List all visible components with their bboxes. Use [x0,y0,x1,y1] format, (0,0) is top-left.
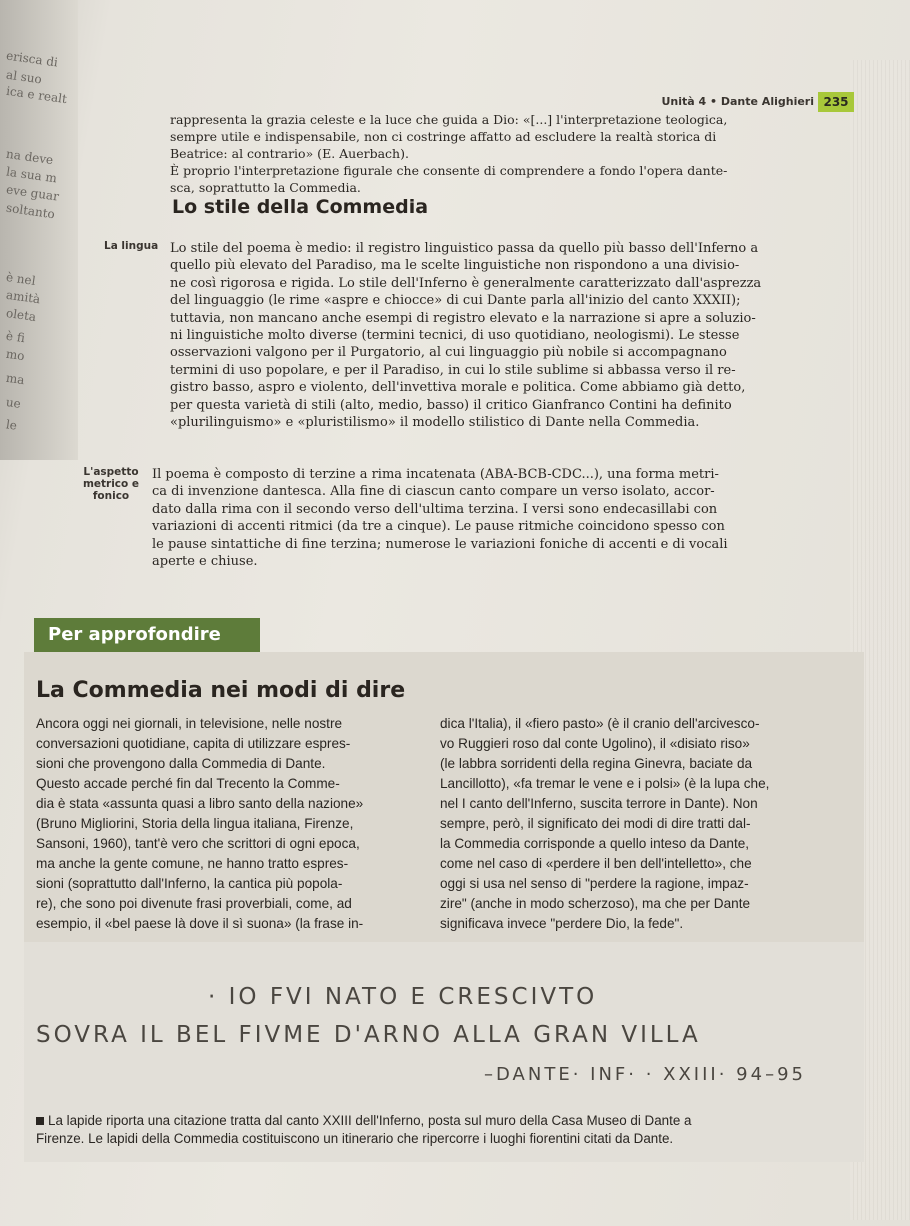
square-bullet-icon [36,1117,44,1125]
box-line: zire" (anche in modo scherzoso), ma che per Dante [440,896,751,911]
box-left-column [36,714,428,934]
margin-label-lingua: La lingua [104,240,159,252]
caption-line: Firenze. Le lapidi della Commedia costituiscono un itinerario che ripercorre i luoghi fiorentini citati da Dante. [36,1131,674,1146]
box-title: La Commedia nei modi di dire [36,678,406,703]
body-line: per questa varietà di stili (alto, medio, basso) il critico Gianfranco Contini ha definito [170,397,732,413]
box-line: vo Ruggieri roso dal conte Ugolino), il «disiato riso» [440,736,750,751]
box-line: oggi si usa nel senso di "perdere la ragione, impaz- [440,876,749,891]
edge-fragment: ica e realt [5,83,68,107]
edge-fragment: na deve [5,146,55,168]
plaque-line: –DANTE· INF· · XXIII· 94–95 [484,1064,806,1085]
box-line: sempre, però, il significato dei modi di dire tratti dal- [440,816,751,831]
body-line: termini di uso popolare, e per il Paradiso, in cui lo stile sublime si abbassa verso il re- [170,362,736,378]
box-label: Per approfondire [34,618,260,652]
previous-page-edge [0,0,78,460]
body-line: variazioni di accenti ritmici (da tre a cinque). Le pause ritmiche coincidono spesso con [152,519,725,535]
metrico-paragraph [152,466,822,570]
box-line: ma anche la gente comune, ne hanno tratto espres- [36,856,349,871]
body-line: ni linguistiche molto diverse (termini tecnici, di uso quotidiano, neologismi). Le stesse [170,328,740,344]
margin-label-line: metrico e [82,478,140,490]
plaque-line: SOVRA IL BEL FIVME D'ARNO ALLA GRAN VILLA [36,1022,701,1048]
box-line: (Bruno Migliorini, Storia della lingua italiana, Firenze, [36,816,354,831]
box-right-column [440,714,840,934]
box-line: sioni che provengono dalla Commedia di Dante. [36,756,326,771]
running-header: Unità 4 • Dante Alighieri [661,95,814,108]
margin-label-line: L'aspetto [83,466,139,478]
box-line: (le labbra sorridenti della regina Ginevra, baciate da [440,756,753,771]
edge-fragment: ma [5,370,26,388]
body-line: Il poema è composto di terzine a rima incatenata (ABA-BCB-CDC...), una forma metri- [152,467,719,482]
edge-fragment: la sua m [5,164,58,186]
box-line: dia è stata «assunta quasi a libro santo della nazione» [36,796,364,811]
intro-line: rappresenta la grazia celeste e la luce che guida a Dio: «[...] l'interpretazione teologica, [170,112,728,127]
box-line: come nel caso di «perdere il ben dell'intelletto», che [440,856,752,871]
edge-fragment: oleta [5,305,37,325]
box-line: re), che sono poi divenute frasi proverbiali, come, ad [36,896,352,911]
edge-fragment: ue [5,395,22,411]
edge-fragment: soltanto [5,200,56,222]
body-line: del linguaggio (le rime «aspre e chiocce» di cui Dante parla all'inizio del canto XXXII); [170,293,741,309]
box-line: Lancillotto), «fa tremar le vene e i polsi» (è la lupa che, [440,776,770,791]
margin-label-line: fonico [92,490,130,502]
intro-line: sempre utile e indispensabile, non ci costringe affatto ad escludere la realtà storica di [170,129,717,144]
intro-line: Beatrice: al contrario» (E. Auerbach). [170,146,409,161]
body-line: Lo stile del poema è medio: il registro linguistico passa da quello più basso dell'Inferno a [170,241,759,256]
body-line: quello più elevato del Paradiso, ma le scelte linguistiche non rispondono a una divisio- [170,258,740,274]
body-line: osservazioni valgono per il Purgatorio, al cui linguaggio più nobile si accompagnano [170,345,727,361]
section-heading: Lo stile della Commedia [172,196,429,218]
body-line: gistro basso, aspro e violento, dell'invettiva morale e politica. Come abbiamo già detto, [170,380,746,396]
edge-fragment: le [5,417,18,433]
box-line: dica l'Italia), il «fiero pasto» (è il cranio dell'arcivesco- [440,716,760,731]
plaque-line: · IO FVI NATO E CRESCIVTO [208,984,598,1010]
box-line: Questo accade perché fin dal Trecento la Comme- [36,776,340,791]
edge-fragment: erisca di [5,48,59,70]
box-line: la Commedia corrisponde a quello inteso da Dante, [440,836,750,851]
lingua-paragraph [170,240,810,431]
body-line: aperte e chiuse. [152,554,258,570]
page-number: 235 [818,92,854,112]
box-line: Sansoni, 1960), tant'è vero che scrittori di ogni epoca, [36,836,360,851]
body-line: tuttavia, non mancano anche esempi di registro elevato e la narrazione si apre a soluzio- [170,310,756,326]
box-line: Ancora oggi nei giornali, in televisione, nelle nostre [36,716,343,731]
edge-fragment: è fi [5,328,26,346]
box-line: significava invece "perdere Dio, la fede". [440,916,684,931]
box-line: esempio, il «bel paese là dove il sì suona» (la frase in- [36,916,364,931]
body-line: ne così rigorosa e rigida. Lo stile dell'Inferno è generalmente caratterizzato dall'asprezza [170,275,762,291]
edge-fragment: amità [5,287,42,307]
intro-line: È proprio l'interpretazione figurale che consente di comprendere a fondo l'opera dante- [170,163,728,178]
edge-fragment: mo [5,346,26,364]
box-line: conversazioni quotidiane, capita di utilizzare espres- [36,736,351,751]
body-line: dato dalla rima con il secondo verso dell'ultima terzina. I versi sono endecasillabi con [152,501,718,517]
intro-line: sca, soprattutto la Commedia. [170,180,361,195]
body-line: ca di invenzione dantesca. Alla fine di ciascun canto compare un verso isolato, accor- [152,484,715,500]
intro-paragraph [170,112,800,197]
body-line: le pause sintattiche di fine terzina; numerose le variazioni foniche di accenti e di vocali [152,536,728,552]
margin-label-metrico [76,466,146,502]
edge-fragment: eve guar [5,182,60,204]
edge-fragment: al suo [5,67,43,87]
body-line: «plurilinguismo» e «pluristilismo» il modello stilistico di Dante nella Commedia. [170,415,700,431]
box-line: sioni (soprattutto dall'Inferno, la cantica più popola- [36,876,343,891]
photo-caption [36,1112,836,1148]
box-line: nel I canto dell'Inferno, suscita terrore in Dante). Non [440,796,758,811]
caption-line: La lapide riporta una citazione tratta dal canto XXIII dell'Inferno, posta sul muro della Casa Museo di Dante a [48,1113,692,1128]
edge-fragment: è nel [5,270,37,288]
